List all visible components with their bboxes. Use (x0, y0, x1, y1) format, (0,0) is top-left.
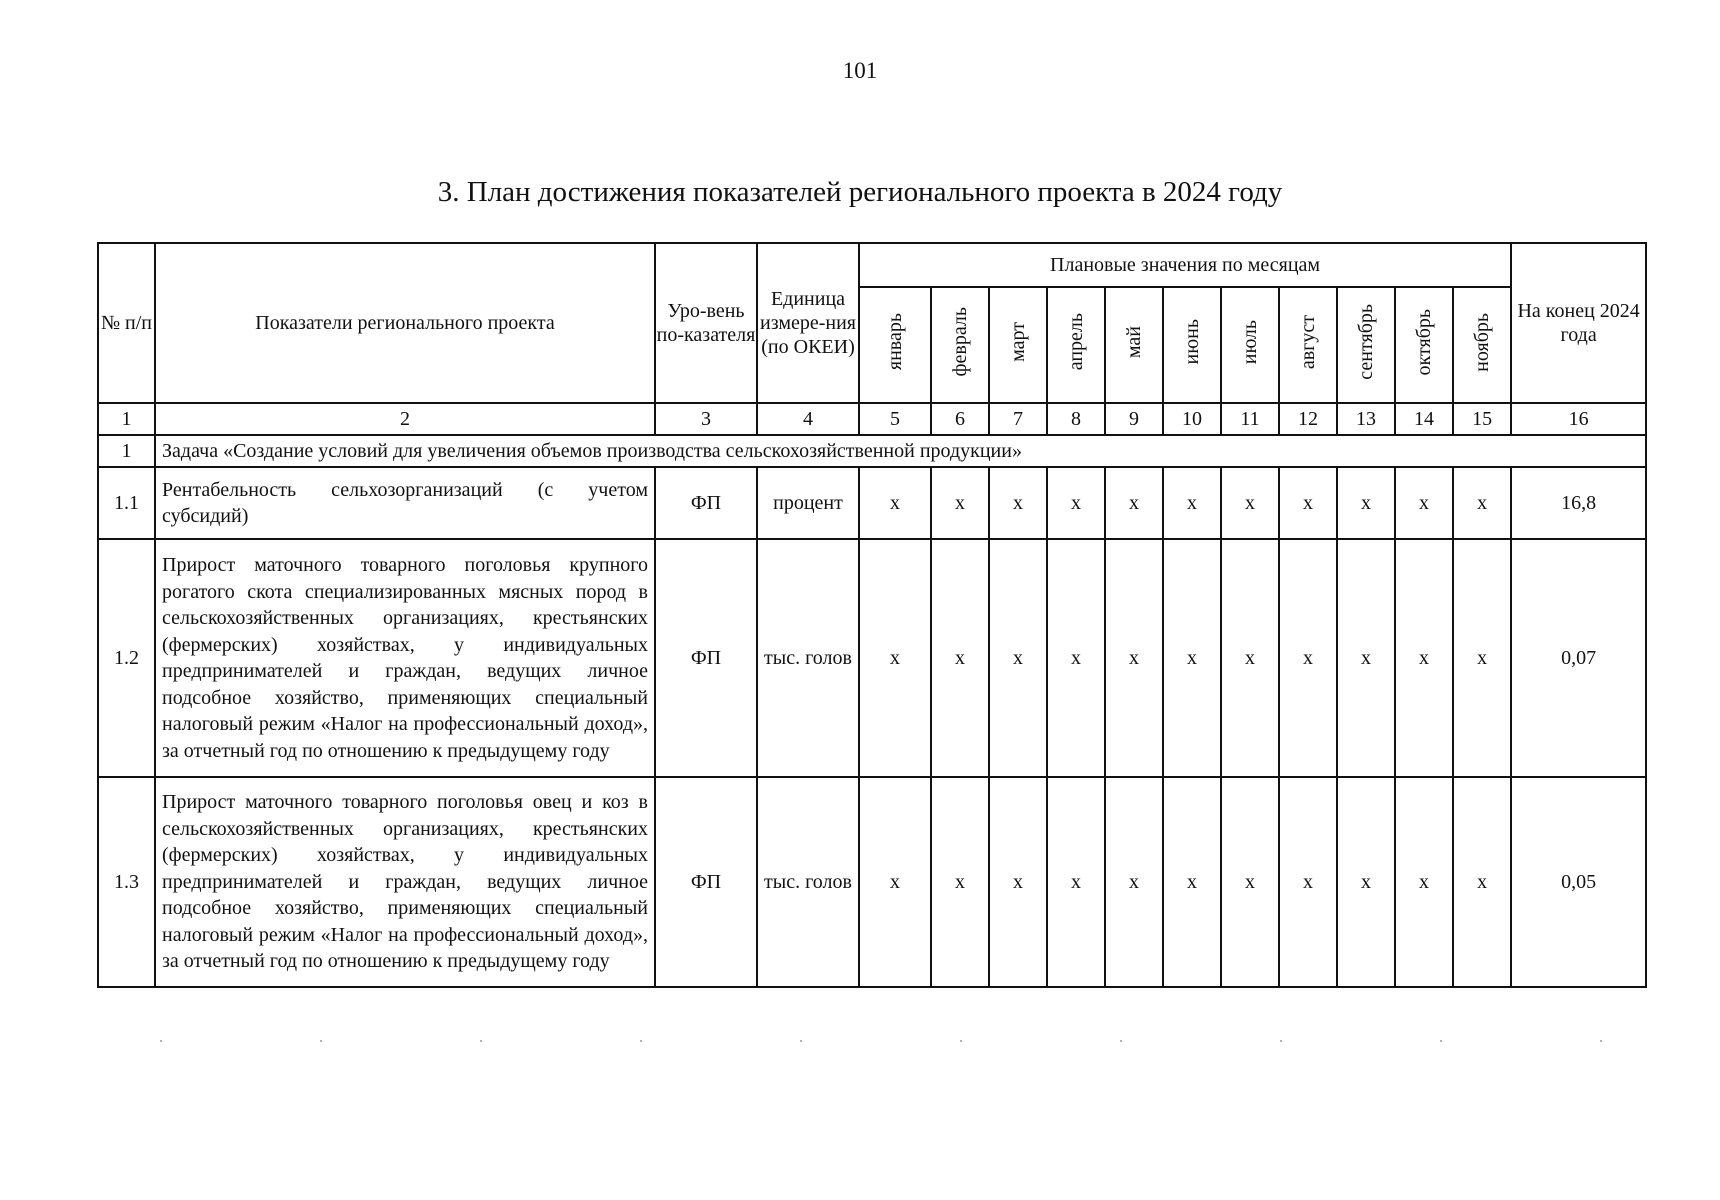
scan-dot (960, 1040, 962, 1042)
month-value: х (989, 467, 1047, 539)
month-value: х (1221, 467, 1279, 539)
month-value: х (1337, 467, 1395, 539)
task-row (98, 435, 1646, 467)
column-number: 10 (1163, 403, 1221, 435)
month-value: х (931, 777, 989, 987)
month-header (1337, 287, 1395, 403)
month-value: х (1047, 467, 1105, 539)
unit: тыс. голов (757, 777, 859, 987)
month-header-label: август (1296, 314, 1319, 370)
month-header (1221, 287, 1279, 403)
scan-dots (160, 1040, 1600, 1044)
year-end-value: 0,07 (1511, 539, 1646, 777)
month-value: х (1221, 777, 1279, 987)
indicators-plan-table (97, 242, 1647, 988)
month-header (1163, 287, 1221, 403)
column-number-row (98, 403, 1646, 435)
month-value: х (1395, 777, 1453, 987)
column-number: 7 (989, 403, 1047, 435)
month-header-label: сентябрь (1354, 304, 1377, 380)
scan-dot (160, 1040, 162, 1042)
year-end-value: 16,8 (1511, 467, 1646, 539)
indicator-name: Прирост маточного товарного поголовья овец и коз в сельскохозяйственных организациях, крестьянских (фермерских) хозяйствах, у индивидуальных предпринимателей и граждан, ведущих личное подсобное хозяйство, применяющих специальный налоговый режим «Налог на профессиональный доход», за отчетный год по отношению к предыдущему году (155, 777, 655, 987)
scan-dot (1600, 1040, 1602, 1042)
month-value: х (1453, 539, 1511, 777)
month-value: х (989, 777, 1047, 987)
indicator-name: Прирост маточного товарного поголовья крупного рогатого скота специализированных мясных пород в сельскохозяйственных организациях, крестьянских (фермерских) хозяйствах, у индивидуальных предпринимателей и граждан, ведущих личное подсобное хозяйство, применяющих специальный налоговый режим «Налог на профессиональный доход», за отчетный год по отношению к предыдущему году (155, 539, 655, 777)
month-value: х (1337, 777, 1395, 987)
month-header-label: апрель (1064, 313, 1087, 371)
header-year-end: На конец 2024 года (1511, 243, 1646, 403)
row-num: 1.3 (98, 777, 155, 987)
month-header-label: июнь (1180, 319, 1203, 365)
month-header-label: июль (1238, 319, 1261, 365)
scan-dot (640, 1040, 642, 1042)
month-value: х (989, 539, 1047, 777)
task-text: Задача «Создание условий для увеличения объемов производства сельскохозяйственной продукции» (155, 435, 1646, 467)
header-unit: Единица измере-ния (по ОКЕИ) (757, 243, 859, 403)
month-value: х (1163, 777, 1221, 987)
month-header-label: ноябрь (1470, 312, 1493, 372)
column-number: 11 (1221, 403, 1279, 435)
month-value: х (1395, 539, 1453, 777)
month-value: х (1105, 777, 1163, 987)
row-num: 1.1 (98, 467, 155, 539)
scan-dot (800, 1040, 802, 1042)
month-value: х (1105, 539, 1163, 777)
header-num: № п/п (98, 243, 155, 403)
scan-dot (1280, 1040, 1282, 1042)
month-header-label: февраль (948, 307, 971, 377)
year-end-value: 0,05 (1511, 777, 1646, 987)
row-num: 1.2 (98, 539, 155, 777)
month-value: х (859, 777, 931, 987)
scan-dot (320, 1040, 322, 1042)
month-header-label: октябрь (1412, 308, 1435, 376)
indicator-level: ФП (655, 777, 757, 987)
month-value: х (1047, 539, 1105, 777)
column-number: 16 (1511, 403, 1646, 435)
header-monthly-group: Плановые значения по месяцам (859, 243, 1511, 287)
month-value: х (859, 539, 931, 777)
table-row (98, 539, 1646, 777)
scan-dot (1120, 1040, 1122, 1042)
table-row (98, 467, 1646, 539)
column-number: 8 (1047, 403, 1105, 435)
month-value: х (1337, 539, 1395, 777)
month-value: х (1105, 467, 1163, 539)
column-number: 13 (1337, 403, 1395, 435)
month-header (859, 287, 931, 403)
column-number: 5 (859, 403, 931, 435)
column-number: 14 (1395, 403, 1453, 435)
indicator-level: ФП (655, 467, 757, 539)
month-header-label: январь (883, 313, 906, 371)
scan-dot (1440, 1040, 1442, 1042)
month-value: х (1453, 777, 1511, 987)
month-header-label: март (1006, 322, 1029, 362)
document-title: 3. План достижения показателей регионального проекта в 2024 году (437, 176, 1283, 208)
table-row (98, 777, 1646, 987)
month-value: х (1221, 539, 1279, 777)
month-header-label: май (1122, 325, 1145, 359)
month-value: х (859, 467, 931, 539)
month-header (1279, 287, 1337, 403)
month-value: х (1279, 467, 1337, 539)
column-number: 15 (1453, 403, 1511, 435)
month-header (1047, 287, 1105, 403)
month-value: х (1453, 467, 1511, 539)
month-value: х (931, 539, 989, 777)
month-value: х (1163, 539, 1221, 777)
unit: процент (757, 467, 859, 539)
month-value: х (1395, 467, 1453, 539)
column-number: 9 (1105, 403, 1163, 435)
column-number: 3 (655, 403, 757, 435)
scan-dot (480, 1040, 482, 1042)
header-indicator: Показатели регионального проекта (155, 243, 655, 403)
month-header (1453, 287, 1511, 403)
month-value: х (1163, 467, 1221, 539)
indicator-level: ФП (655, 539, 757, 777)
column-number: 1 (98, 403, 155, 435)
indicator-name: Рентабельность сельхозорганизаций (с учетом субсидий) (155, 467, 655, 539)
month-value: х (1279, 777, 1337, 987)
month-header (931, 287, 989, 403)
month-value: х (1047, 777, 1105, 987)
column-number: 6 (931, 403, 989, 435)
unit: тыс. голов (757, 539, 859, 777)
month-value: х (1279, 539, 1337, 777)
column-number: 2 (155, 403, 655, 435)
column-number: 4 (757, 403, 859, 435)
header-level: Уро-вень по-казателя (655, 243, 757, 403)
task-num: 1 (98, 435, 155, 467)
header-row (98, 243, 1646, 287)
month-header (1105, 287, 1163, 403)
column-number: 12 (1279, 403, 1337, 435)
month-value: х (931, 467, 989, 539)
month-header (1395, 287, 1453, 403)
month-header (989, 287, 1047, 403)
page-number: 101 (842, 58, 878, 83)
